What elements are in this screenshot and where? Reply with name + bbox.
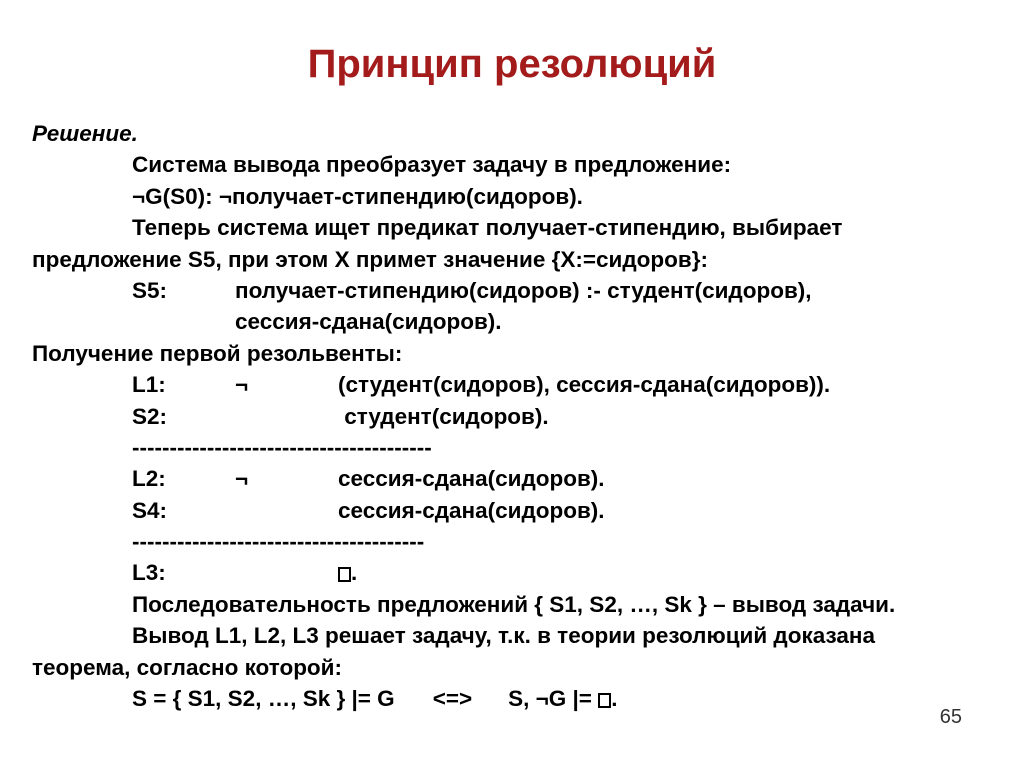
clause-label: S4: bbox=[132, 497, 168, 523]
clause-label: S2: bbox=[132, 403, 168, 429]
clause-label: S5: bbox=[132, 277, 168, 303]
page-title: Принцип резолюций bbox=[307, 42, 717, 86]
divider: ---------------------------------------- bbox=[132, 434, 432, 460]
formula-right: S, ¬G |= bbox=[508, 686, 599, 712]
clause-l3 bbox=[32, 557, 1012, 588]
formula-left: S = { S1, S2, …, Sk } |= G bbox=[132, 686, 395, 712]
clause-label: L2: bbox=[132, 466, 166, 492]
empty-clause-icon bbox=[598, 693, 611, 708]
formula-end: . bbox=[611, 686, 618, 712]
clause-label: L3: bbox=[132, 560, 166, 586]
clause-s4 bbox=[32, 495, 1012, 526]
clause-text: сессия-сдана(сидоров). bbox=[338, 466, 605, 492]
text-line: теорема, согласно которой: bbox=[32, 654, 343, 680]
text-line: ¬G(S0): ¬получает-стипендию(сидоров). bbox=[132, 183, 583, 209]
empty-clause-icon bbox=[338, 567, 351, 582]
clause-text: сессия-сдана(сидоров). bbox=[338, 497, 605, 523]
formula-arrow: <=> bbox=[432, 686, 473, 712]
text-line: Последовательность предложений { S1, S2, …, Sk } – вывод задачи. bbox=[132, 591, 896, 617]
clause-l2 bbox=[32, 463, 1012, 494]
clause-end: . bbox=[351, 560, 358, 586]
clause-l1 bbox=[32, 369, 1012, 400]
text-line: Теперь система ищет предикат получает-стипендию, выбирает bbox=[132, 215, 843, 241]
slide-body bbox=[32, 118, 1012, 714]
page-number: 65 bbox=[939, 706, 962, 728]
text-line: Вывод L1, L2, L3 решает задачу, т.к. в теории резолюций доказана bbox=[132, 623, 876, 649]
clause-text: (студент(сидоров), сессия-сдана(сидоров)). bbox=[338, 372, 831, 398]
text-line: предложение S5, при этом X примет значение {X:=сидоров}: bbox=[32, 246, 708, 272]
negation-symbol: ¬ bbox=[235, 466, 249, 492]
clause-text: получает-стипендию(сидоров) :- студент(сидоров), bbox=[235, 277, 812, 303]
formula bbox=[32, 683, 1012, 714]
clause-s5 bbox=[32, 275, 1012, 306]
clause-s2 bbox=[32, 401, 1012, 432]
divider: --------------------------------------- bbox=[132, 529, 425, 555]
clause-text: студент(сидоров). bbox=[338, 403, 549, 429]
negation-symbol: ¬ bbox=[235, 372, 249, 398]
solution-label: Решение. bbox=[32, 121, 138, 146]
section-heading: Получение первой резольвенты: bbox=[32, 340, 403, 366]
clause-s5-cont: сессия-сдана(сидоров). bbox=[235, 309, 502, 335]
clause-label: L1: bbox=[132, 372, 166, 398]
text-line: Система вывода преобразует задачу в предложение: bbox=[132, 152, 732, 178]
